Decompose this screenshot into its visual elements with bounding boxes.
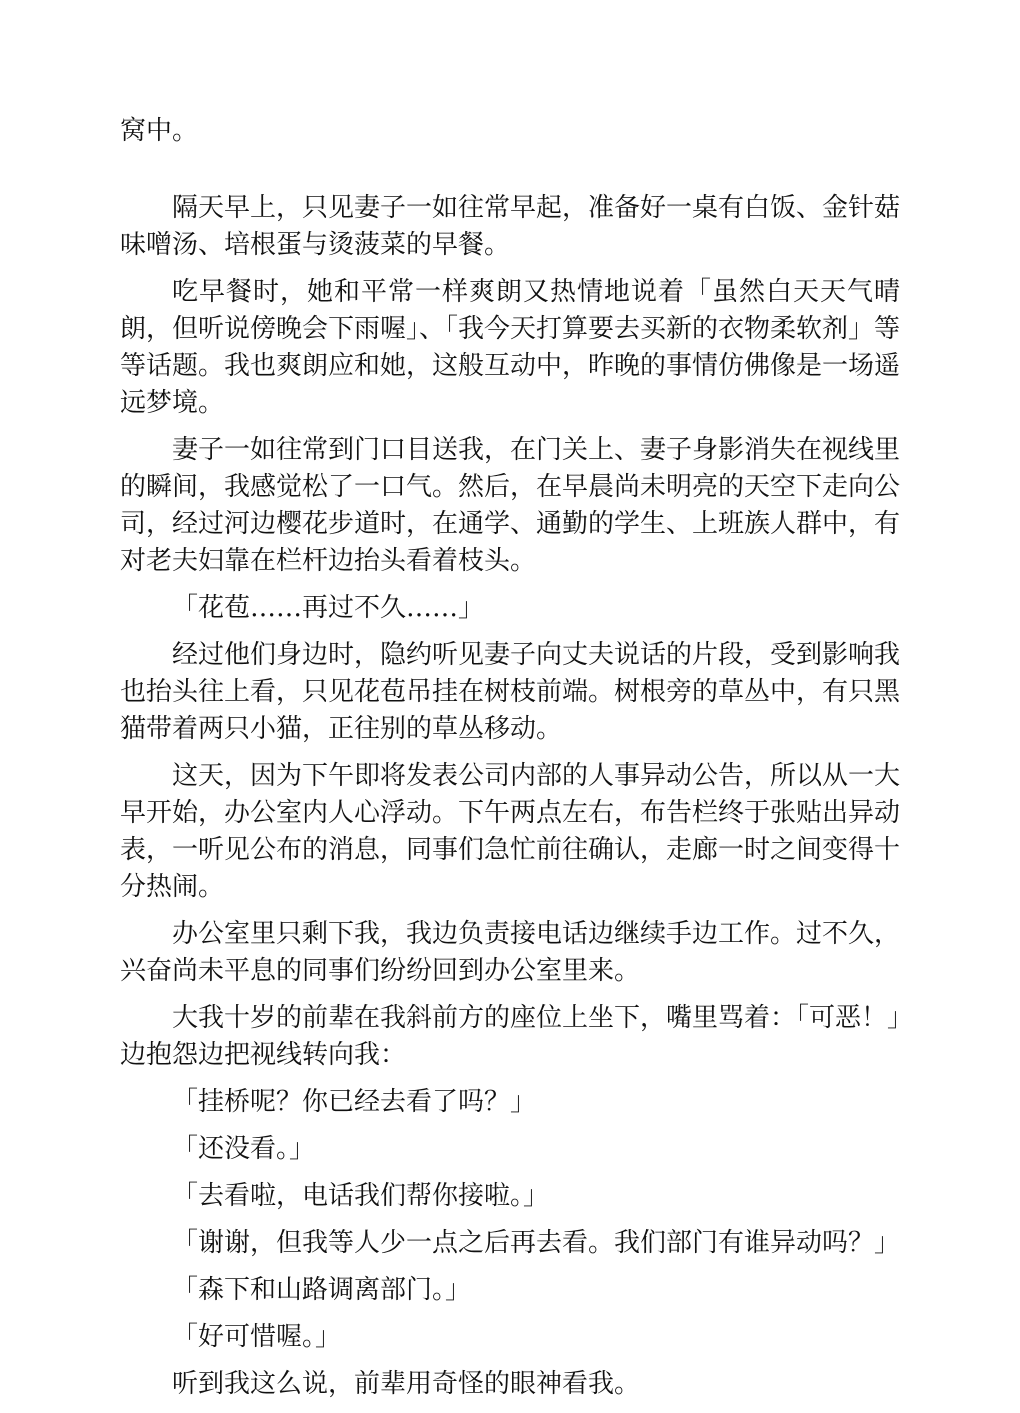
dialogue-line: 「森下和山路调离部门。」	[172, 1275, 472, 1305]
dialogue-line: 「挂桥呢？你已经去看了吗？」	[172, 1087, 537, 1117]
document-page	[120, 113, 900, 1413]
paragraph: 这天，因为下午即将发表公司内部的人事异动公告，所以从一大早开始，办公室内人心浮动。下午两点左右，布告栏终于张贴出异动表，一听见公布的消息，同事们急忙前往确认，走廊一时之间变得十分热闹。	[120, 761, 901, 902]
paragraph-continuation: 窝中。	[120, 116, 199, 146]
paragraph: 隔天早上，只见妻子一如往常早起，准备好一桌有白饭、金针菇味噌汤、培根蛋与烫菠菜的早餐。	[120, 193, 901, 260]
dialogue-line: 「还没看。」	[172, 1134, 316, 1164]
paragraph: 听到我这么说，前辈用奇怪的眼神看我。	[172, 1369, 641, 1399]
dialogue-line: 「去看啦，电话我们帮你接啦。」	[172, 1181, 550, 1211]
dialogue-line: 「花苞……再过不久……」	[172, 593, 485, 623]
paragraph: 经过他们身边时，隐约听见妻子向丈夫说话的片段，受到影响我也抬头往上看，只见花苞吊挂在树枝前端。树根旁的草丛中，有只黑猫带着两只小猫，正往别的草丛移动。	[120, 640, 901, 744]
paragraph: 吃早餐时，她和平常一样爽朗又热情地说着「虽然白天天气晴朗，但听说傍晚会下雨喔」、「我今天打算要去买新的衣物柔软剂」等等话题。我也爽朗应和她，这般互动中，昨晚的事情仿佛像是一场遥远梦境。	[120, 277, 901, 418]
paragraph: 大我十岁的前辈在我斜前方的座位上坐下，嘴里骂着：「可恶！」边抱怨边把视线转向我：	[120, 1003, 901, 1070]
paragraph: 办公室里只剩下我，我边负责接电话边继续手边工作。过不久，兴奋尚未平息的同事们纷纷回到办公室里来。	[120, 919, 901, 986]
dialogue-line: 「谢谢，但我等人少一点之后再去看。我们部门有谁异动吗？」	[172, 1228, 901, 1258]
dialogue-line: 「好可惜喔。」	[172, 1322, 342, 1352]
paragraph: 妻子一如往常到门口目送我，在门关上、妻子身影消失在视线里的瞬间，我感觉松了一口气。然后，在早晨尚未明亮的天空下走向公司，经过河边樱花步道时，在通学、通勤的学生、上班族人群中，有对老夫妇靠在栏杆边抬头看着枝头。	[120, 435, 901, 576]
